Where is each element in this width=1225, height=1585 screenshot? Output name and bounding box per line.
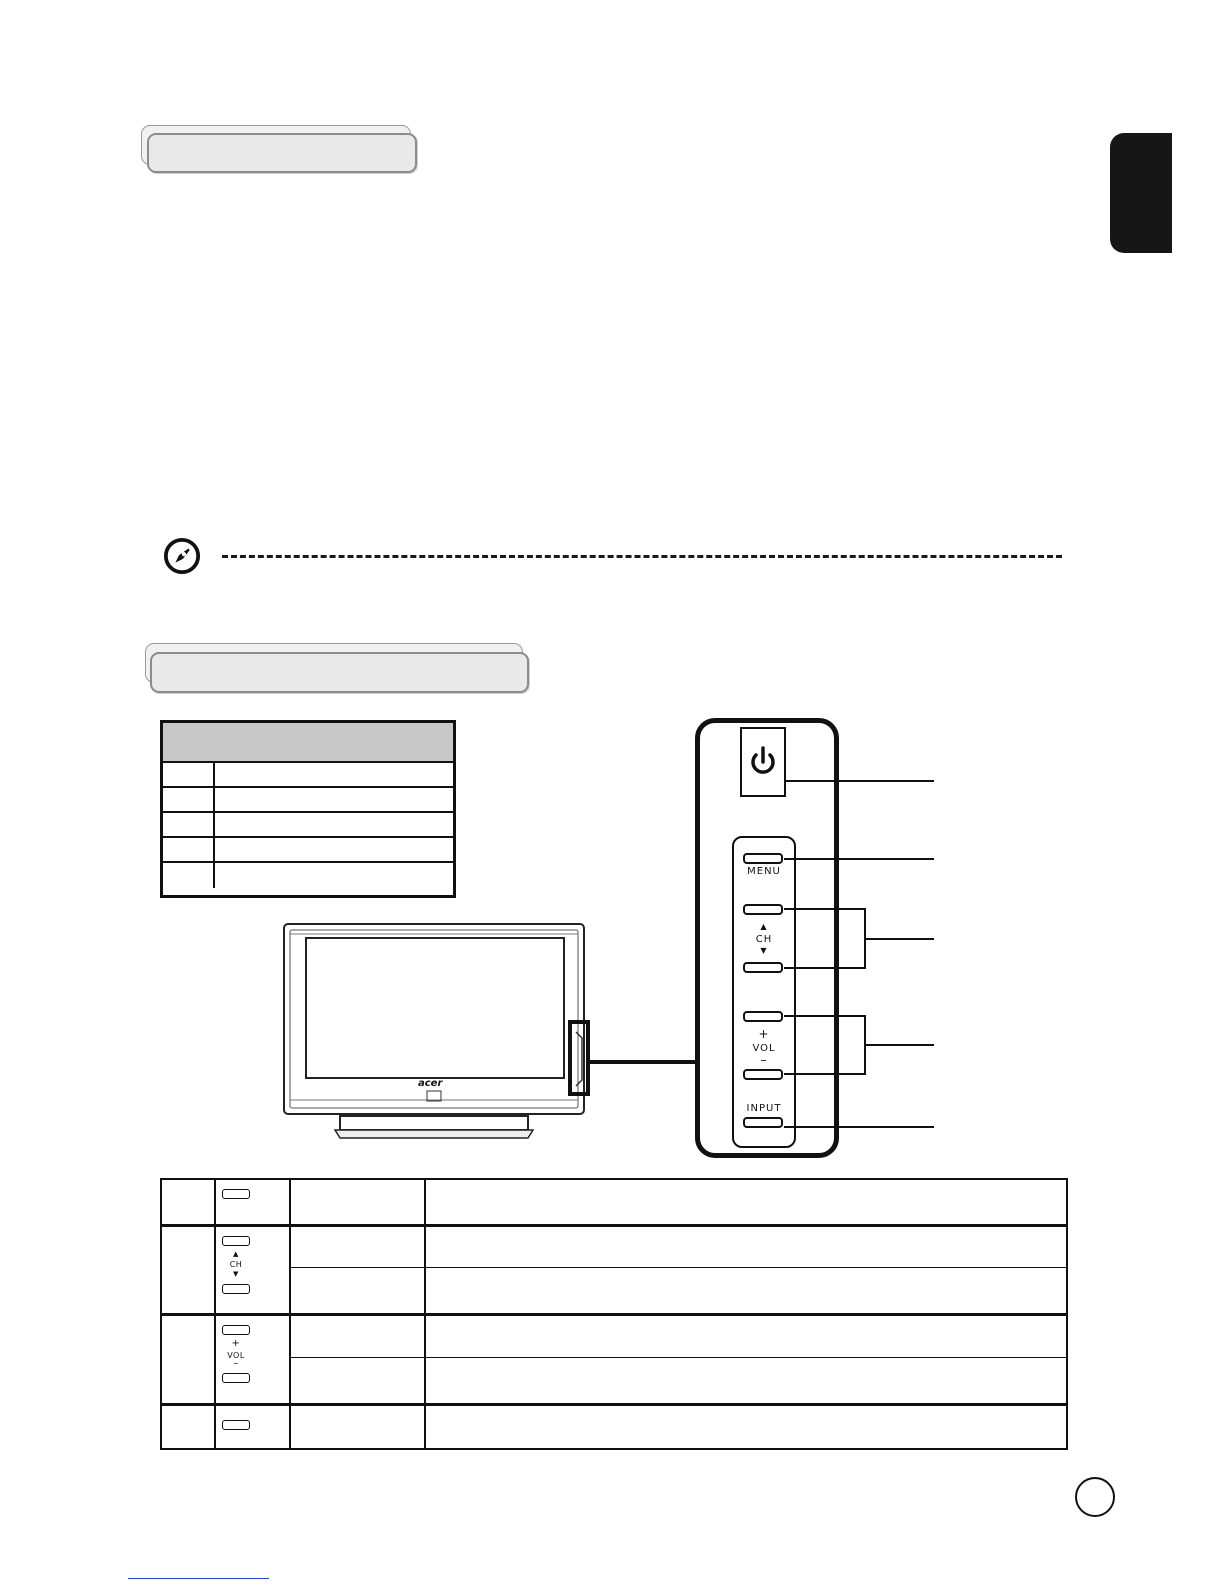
legend-row (163, 763, 453, 788)
table-vol-label: VOL (227, 1351, 245, 1360)
language-side-tab (1110, 133, 1172, 253)
legend-table (160, 720, 456, 898)
legend-row (163, 788, 453, 813)
table-row-divider (162, 1224, 1066, 1227)
page-number-circle (1075, 1477, 1115, 1517)
table-row-divider (162, 1403, 1066, 1406)
menu-label: MENU (747, 866, 781, 877)
note-divider (222, 555, 1062, 558)
table-vol-down-icon (222, 1373, 250, 1383)
table-vol-up-icon (222, 1325, 250, 1335)
table-up-arrow: ▲ (233, 1250, 239, 1258)
table-power-button-icon (222, 1189, 250, 1199)
table-ch-down-icon (222, 1284, 250, 1294)
section-header-1 (141, 125, 417, 173)
vol-plus-label: + (758, 1027, 770, 1041)
table-input-button-icon (222, 1420, 250, 1430)
up-arrow-icon: ▲ (760, 922, 768, 931)
table-down-arrow: ▼ (233, 1270, 239, 1278)
footer-link[interactable] (128, 1578, 269, 1579)
table-ch-up-icon (222, 1236, 250, 1246)
legend-row (163, 813, 453, 838)
vol-label: VOL (752, 1043, 776, 1054)
tv-brand-logo: acer (418, 1078, 443, 1089)
table-vol-minus: – (233, 1358, 239, 1369)
legend-header (163, 723, 453, 763)
table-subrow-divider (289, 1267, 1066, 1268)
down-arrow-icon: ▼ (760, 946, 768, 955)
callout-lines (770, 770, 940, 1140)
table-row-divider (162, 1313, 1066, 1316)
note-icon (163, 537, 201, 575)
legend-row (163, 838, 453, 863)
ch-label: CH (755, 934, 773, 945)
table-ch-label: CH (229, 1260, 243, 1269)
table-vol-plus: + (231, 1338, 241, 1349)
tv-illustration (280, 920, 600, 1150)
section-header-2 (145, 643, 529, 693)
table-subrow-divider (289, 1357, 1066, 1358)
function-table (160, 1178, 1068, 1450)
input-label: INPUT (746, 1103, 782, 1114)
legend-row (163, 863, 453, 888)
connector-line (590, 1060, 696, 1064)
vol-minus-label: – (760, 1053, 768, 1067)
